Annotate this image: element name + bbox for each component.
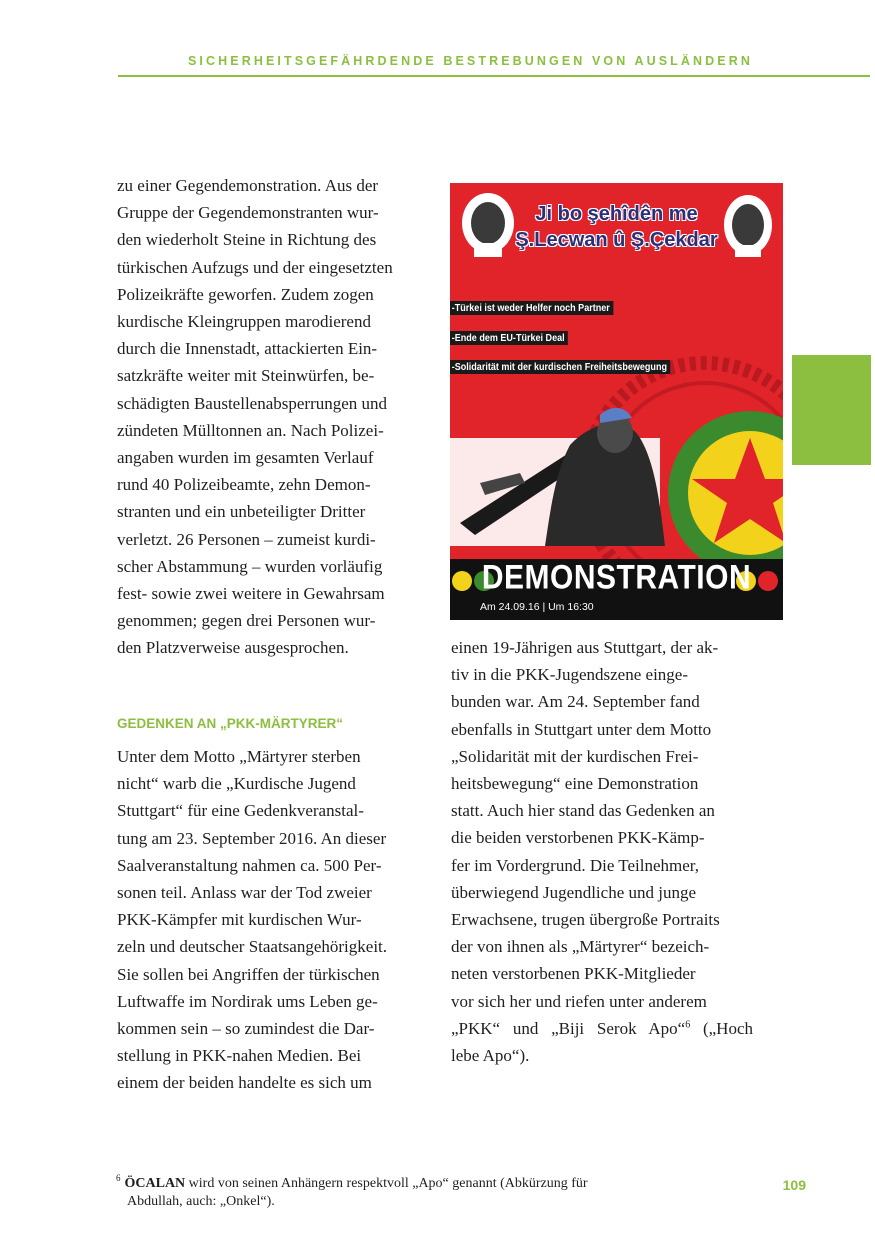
footnote [116, 1175, 726, 1211]
poster-title-line-1: Ji bo şehîdên me [535, 203, 698, 225]
poster-date: Am 24.09.16 | Um 16:30 [480, 601, 594, 613]
text-line: lebe Apo“). [451, 1046, 530, 1066]
text-line: stranten und ein unbeteiligter Dritter [117, 502, 366, 522]
text-line: nicht“ warb die „Kurdische Jugend [117, 774, 356, 794]
text-line: den Platzverweise ausgesprochen. [117, 638, 349, 658]
text-line: zündeten Mülltonnen an. Nach Polizei- [117, 420, 384, 440]
text-line: rund 40 Polizeibeamte, zehn Demon- [117, 475, 371, 495]
poster-slogan-2: -Ende dem EU-Türkei Deal [450, 331, 568, 345]
text-line: heitsbewegung“ eine Demonstration [451, 774, 699, 794]
text-line: Unter dem Motto „Märtyrer sterben [117, 747, 361, 766]
text-line: satzkräfte weiter mit Steinwürfen, be- [117, 366, 375, 386]
text-line: stellung in PKK-nahen Medien. Bei [117, 1046, 362, 1066]
left-column-paragraph-1 [117, 172, 421, 662]
text-line: vor sich her und riefen unter anderem [451, 991, 707, 1011]
text-line: Sie sollen bei Angriffen der türkischen [117, 964, 380, 984]
poster-title-line-2: Ş.Lecwan û Ş.Çekdar [515, 229, 718, 251]
text-fragment: „PKK“ und „Biji Serok Apo“ [451, 1018, 686, 1038]
text-line: Polizeikräfte geworfen. Zudem zogen [117, 284, 374, 304]
poster-title [450, 201, 783, 253]
text-line: einem der beiden handelte es sich um [117, 1073, 372, 1093]
text-line: Saalveranstaltung nahmen ca. 500 Per- [117, 855, 382, 875]
text-line: Luftwaffe im Nordirak ums Leben ge- [117, 991, 378, 1011]
footnote-line-1 [116, 1175, 726, 1193]
text-line: ebenfalls in Stuttgart unter dem Motto [451, 719, 712, 739]
text-fragment: („Hoch [690, 1018, 754, 1038]
chapter-side-tab [792, 355, 871, 465]
text-line: fer im Vordergrund. Die Teilnehmer, [451, 855, 700, 875]
text-line: verletzt. 26 Personen – zumeist kurdi- [117, 529, 376, 549]
text-line: bunden war. Am 24. September fand [451, 692, 700, 712]
footnote-line-2: Abdullah, auch: „Onkel“). [127, 1194, 275, 1209]
text-line: Gruppe der Gegendemonstranten wur- [117, 203, 379, 223]
text-line-with-footnote [451, 1015, 753, 1042]
demonstration-poster [450, 183, 783, 620]
text-line: Stuttgart“ für eine Gedenkveranstal- [117, 801, 364, 821]
running-header: SICHERHEITSGEFÄHRDENDE BESTREBUNGEN VON AUSLÄNDERN [188, 54, 753, 68]
text-line: zu einer Gegendemonstration. Aus der [117, 176, 379, 195]
text-line: kommen sein – so zumindest die Dar- [117, 1019, 375, 1039]
text-line: den wiederholt Steine in Richtung des [117, 230, 377, 250]
text-line: PKK-Kämpfer mit kurdischen Wur- [117, 910, 362, 930]
text-line: türkischen Aufzugs und der eingesetzten [117, 257, 393, 277]
text-line: einen 19-Jährigen aus Stuttgart, der ak- [451, 638, 719, 657]
section-heading: GEDENKEN AN „PKK-MÄRTYRER“ [117, 716, 344, 731]
text-line: zeln und deutscher Staatsangehörigkeit. [117, 937, 388, 957]
text-line: scher Abstammung – wurden vorläufig [117, 556, 383, 576]
right-column-paragraph [451, 634, 753, 1069]
text-line: schädigten Baustellenabsperrungen und [117, 393, 388, 413]
text-line: durch die Innenstadt, attackierten Ein- [117, 339, 378, 359]
page-number: 109 [782, 1177, 806, 1193]
text-line: die beiden verstorbenen PKK-Kämp- [451, 828, 705, 848]
text-line: der von ihnen als „Märtyrer“ bezeich- [451, 937, 710, 957]
footnote-reference[interactable]: 6 [685, 1019, 691, 1031]
poster-headline: DEMONSTRATION [481, 558, 752, 597]
footnote-text: wird von seinen Anhängern respektvoll „Apo“ genannt (Abkürzung für [185, 1176, 588, 1191]
text-line: tiv in die PKK-Jugendszene einge- [451, 665, 688, 685]
text-line: Erwachsene, trugen übergroße Portraits [451, 910, 720, 930]
text-line: kurdische Kleingruppen marodierend [117, 312, 371, 332]
header-rule [118, 75, 870, 77]
text-line: neten verstorbenen PKK-Mitglieder [451, 964, 696, 984]
text-line: überwiegend Jugendliche und junge [451, 882, 697, 902]
poster-slogan-1: -Türkei ist weder Helfer noch Partner [450, 301, 613, 315]
text-line: „Solidarität mit der kurdischen Frei- [451, 746, 699, 766]
footnote-marker: 6 [116, 1173, 121, 1184]
text-line: statt. Auch hier stand das Gedenken an [451, 801, 715, 821]
left-column-paragraph-2 [117, 743, 421, 1097]
text-line: genommen; gegen drei Personen wur- [117, 611, 376, 631]
footnote-name: ÖCALAN [124, 1176, 186, 1191]
poster-slogan-3: -Solidarität mit der kurdischen Freiheitsbewegung [450, 360, 670, 374]
text-line: tung am 23. September 2016. An dieser [117, 828, 387, 848]
text-line: fest- sowie zwei weitere in Gewahrsam [117, 584, 385, 604]
text-line: angaben wurden im gesamten Verlauf [117, 448, 374, 468]
text-line: sonen teil. Anlass war der Tod zweier [117, 883, 372, 903]
